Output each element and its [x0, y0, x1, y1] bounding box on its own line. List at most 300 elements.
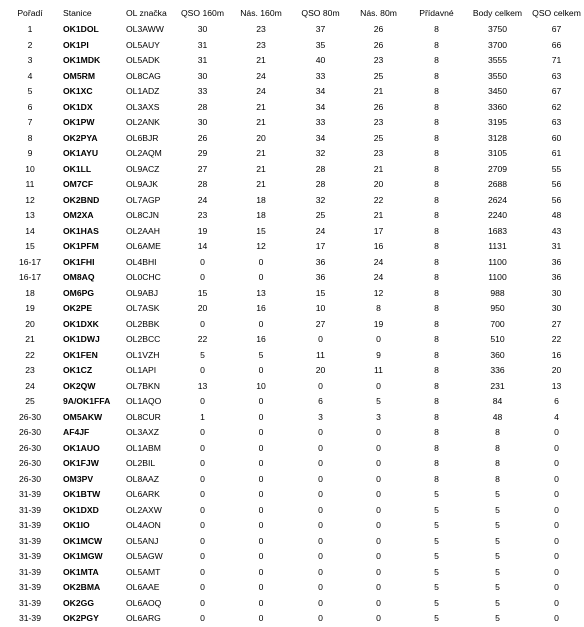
cell-nas-160m: 0 — [258, 458, 264, 468]
cell-ol-znacka: OL7AGP — [126, 194, 161, 205]
cell-nas-160m: 5 — [258, 349, 264, 360]
cell-nas-160m: 21 — [256, 117, 266, 127]
cell-stanice: OK2GG — [63, 597, 95, 608]
cell-stanice: OK2BND — [63, 194, 100, 205]
table-row — [0, 208, 584, 224]
cell-qso-80m: 0 — [318, 582, 323, 592]
cell-pridavne: 8 — [434, 132, 439, 143]
cell-qso-celkem: 30 — [551, 303, 562, 313]
cell-qso-80m: 10 — [315, 303, 326, 313]
cell-qso-celkem: 4 — [554, 411, 559, 422]
cell-qso-celkem: 61 — [551, 148, 562, 158]
cell-qso-80m: 0 — [318, 551, 323, 561]
cell-ol-znacka: OL2AQM — [126, 148, 162, 158]
table-row — [0, 239, 584, 255]
cell-body-celkem: 2688 — [487, 179, 508, 189]
cell-nas-160m: 21 — [256, 179, 266, 189]
cell-qso-celkem: 63 — [551, 70, 562, 81]
cell-qso-celkem: 6 — [554, 396, 559, 406]
cell-nas-160m: 10 — [256, 380, 266, 391]
header-poradi: Pořadí — [17, 8, 43, 18]
cell-qso-celkem: 63 — [551, 117, 562, 127]
cell-qso-80m: 36 — [315, 256, 326, 267]
cell-qso-160m: 20 — [197, 303, 208, 313]
cell-qso-80m: 35 — [315, 39, 326, 50]
cell-pridavne: 8 — [434, 194, 439, 205]
cell-stanice: OK2PGY — [63, 613, 99, 623]
cell-stanice: OK1MCW — [63, 535, 103, 546]
cell-body-celkem: 3105 — [487, 148, 508, 158]
cell-poradi: 10 — [25, 163, 35, 174]
cell-qso-celkem: 67 — [551, 24, 562, 34]
cell-ol-znacka: OL5AMT — [126, 566, 161, 577]
cell-qso-160m: 29 — [197, 148, 208, 158]
cell-nas-160m: 13 — [256, 287, 266, 298]
cell-poradi: 19 — [25, 303, 35, 313]
cell-stanice: 9A/OK1FFA — [63, 396, 111, 406]
cell-body-celkem: 3550 — [487, 70, 508, 81]
cell-ol-znacka: OL6ARK — [126, 489, 160, 499]
cell-poradi: 2 — [27, 39, 33, 50]
header-qso-160m: QSO 160m — [181, 8, 224, 18]
cell-nas-160m: 23 — [256, 39, 266, 50]
cell-ol-znacka: OL3AWW — [126, 24, 164, 34]
cell-nas-160m: 0 — [258, 566, 264, 577]
cell-pridavne: 8 — [434, 179, 439, 189]
cell-qso-80m: 40 — [315, 55, 326, 65]
cell-stanice: OK1DWJ — [63, 334, 100, 344]
table-row — [0, 38, 584, 54]
cell-nas-80m: 0 — [376, 427, 381, 437]
cell-stanice: OK1FEN — [63, 349, 98, 360]
cell-qso-80m: 36 — [315, 272, 326, 282]
cell-pridavne: 8 — [434, 163, 439, 174]
cell-stanice: OK1DX — [63, 101, 93, 112]
cell-pridavne: 5 — [434, 613, 439, 623]
cell-ol-znacka: OL3AXZ — [126, 427, 159, 437]
cell-pridavne: 8 — [434, 117, 439, 127]
cell-ol-znacka: OL5ANJ — [126, 535, 159, 546]
cell-qso-80m: 27 — [315, 318, 326, 329]
table-row — [0, 286, 584, 302]
table-row — [0, 177, 584, 193]
cell-qso-80m: 0 — [318, 597, 323, 608]
cell-pridavne: 5 — [434, 535, 439, 546]
cell-ol-znacka: OL8CJN — [126, 210, 159, 220]
cell-stanice: OM8AQ — [63, 272, 95, 282]
cell-stanice: OK1HAS — [63, 225, 99, 236]
cell-qso-celkem: 60 — [551, 132, 562, 143]
cell-nas-160m: 0 — [258, 272, 264, 282]
cell-qso-160m: 0 — [200, 442, 205, 453]
cell-poradi: 5 — [27, 86, 33, 96]
cell-nas-80m: 3 — [376, 411, 381, 422]
cell-pridavne: 8 — [434, 86, 439, 96]
cell-qso-80m: 37 — [315, 24, 326, 34]
cell-nas-160m: 0 — [258, 551, 264, 561]
cell-qso-80m: 28 — [315, 163, 326, 174]
cell-qso-celkem: 0 — [554, 597, 559, 608]
cell-nas-160m: 0 — [258, 318, 264, 329]
cell-nas-160m: 0 — [258, 396, 264, 406]
cell-nas-160m: 0 — [258, 411, 264, 422]
cell-nas-160m: 0 — [258, 535, 264, 546]
cell-qso-160m: 30 — [197, 117, 208, 127]
cell-qso-80m: 24 — [315, 225, 326, 236]
cell-stanice: OM3PV — [63, 473, 94, 484]
cell-poradi: 15 — [25, 241, 35, 251]
cell-qso-160m: 0 — [200, 272, 205, 282]
cell-ol-znacka: OL6BJR — [126, 132, 159, 143]
cell-body-celkem: 360 — [490, 349, 505, 360]
cell-nas-160m: 21 — [256, 55, 266, 65]
cell-qso-80m: 25 — [315, 210, 326, 220]
cell-qso-160m: 33 — [197, 86, 208, 96]
header-pridavne: Přídavné — [419, 8, 454, 18]
cell-ol-znacka: OL7BKN — [126, 380, 160, 391]
cell-ol-znacka: OL1AQO — [126, 396, 162, 406]
cell-qso-80m: 0 — [318, 520, 323, 530]
cell-body-celkem: 3360 — [487, 101, 508, 112]
cell-stanice: OK1LL — [63, 163, 92, 174]
cell-stanice: OK1PW — [63, 117, 95, 127]
table-row — [0, 224, 584, 240]
cell-poradi: 31-39 — [19, 597, 41, 608]
cell-qso-160m: 0 — [200, 520, 205, 530]
cell-qso-80m: 0 — [318, 613, 323, 623]
cell-nas-80m: 24 — [373, 256, 384, 267]
table-row — [0, 146, 584, 162]
cell-poradi: 31-39 — [19, 504, 41, 515]
cell-qso-celkem: 0 — [554, 520, 559, 530]
cell-body-celkem: 3700 — [487, 39, 508, 50]
cell-qso-celkem: 67 — [551, 86, 562, 96]
table-row — [0, 425, 584, 441]
cell-poradi: 25 — [25, 396, 35, 406]
cell-nas-160m: 21 — [256, 148, 266, 158]
cell-qso-80m: 0 — [318, 427, 323, 437]
cell-poradi: 26-30 — [19, 473, 41, 484]
cell-stanice: OK1FHI — [63, 256, 95, 267]
cell-qso-celkem: 0 — [554, 473, 559, 484]
cell-body-celkem: 1683 — [487, 225, 508, 236]
cell-qso-celkem: 27 — [551, 318, 562, 329]
cell-qso-160m: 0 — [200, 535, 205, 546]
cell-stanice: OK1DOL — [63, 24, 99, 34]
header-row — [0, 5, 584, 22]
cell-nas-80m: 0 — [376, 458, 381, 468]
cell-qso-80m: 0 — [318, 442, 323, 453]
cell-poradi: 31-39 — [19, 582, 41, 592]
cell-body-celkem: 3450 — [487, 86, 508, 96]
cell-nas-80m: 0 — [376, 489, 381, 499]
cell-nas-80m: 20 — [373, 179, 384, 189]
cell-nas-160m: 20 — [256, 132, 266, 143]
cell-ol-znacka: OL8CUR — [126, 411, 161, 422]
cell-pridavne: 8 — [434, 272, 439, 282]
table-row — [0, 580, 584, 596]
cell-qso-160m: 14 — [197, 241, 208, 251]
cell-pridavne: 8 — [434, 148, 439, 158]
cell-pridavne: 8 — [434, 365, 439, 375]
cell-qso-160m: 30 — [197, 70, 208, 81]
cell-ol-znacka: OL6ARG — [126, 613, 161, 623]
cell-pridavne: 8 — [434, 287, 439, 298]
cell-poradi: 24 — [25, 380, 35, 391]
cell-body-celkem: 700 — [490, 318, 505, 329]
cell-qso-80m: 0 — [318, 473, 323, 484]
cell-stanice: OK2PE — [63, 303, 93, 313]
table-row — [0, 69, 584, 85]
cell-poradi: 13 — [25, 210, 35, 220]
cell-nas-80m: 23 — [373, 55, 384, 65]
cell-qso-celkem: 0 — [554, 535, 559, 546]
cell-ol-znacka: OL5ADK — [126, 55, 160, 65]
cell-nas-160m: 0 — [258, 473, 264, 484]
cell-body-celkem: 950 — [490, 303, 505, 313]
cell-poradi: 7 — [27, 117, 33, 127]
table-row — [0, 162, 584, 178]
cell-stanice: OK1CZ — [63, 365, 93, 375]
table-row — [0, 611, 584, 627]
cell-nas-160m: 12 — [256, 241, 266, 251]
cell-ol-znacka: OL9ACZ — [126, 163, 160, 174]
cell-poradi: 16-17 — [19, 256, 41, 267]
cell-pridavne: 5 — [434, 597, 439, 608]
cell-pridavne: 8 — [434, 39, 439, 50]
cell-nas-80m: 23 — [373, 148, 384, 158]
table-row — [0, 565, 584, 581]
cell-qso-80m: 6 — [318, 396, 323, 406]
table-row — [0, 394, 584, 410]
table-row — [0, 363, 584, 379]
cell-stanice: AF4JF — [63, 427, 90, 437]
cell-nas-80m: 17 — [373, 225, 384, 236]
cell-poradi: 14 — [25, 225, 35, 236]
header-nas-80m: Nás. 80m — [360, 8, 397, 18]
cell-body-celkem: 5 — [495, 551, 500, 561]
cell-qso-celkem: 0 — [554, 582, 559, 592]
cell-poradi: 6 — [27, 101, 33, 112]
cell-ol-znacka: OL6AOQ — [126, 597, 162, 608]
cell-qso-80m: 11 — [316, 349, 325, 360]
cell-qso-160m: 31 — [197, 39, 208, 50]
table-row — [0, 332, 584, 348]
cell-nas-80m: 0 — [376, 334, 381, 344]
cell-stanice: OK1MGW — [63, 551, 103, 561]
table-row — [0, 596, 584, 612]
cell-qso-160m: 24 — [197, 194, 208, 205]
cell-nas-80m: 26 — [373, 24, 384, 34]
cell-qso-celkem: 22 — [551, 334, 562, 344]
cell-qso-160m: 30 — [197, 24, 208, 34]
cell-nas-160m: 0 — [258, 582, 264, 592]
cell-poradi: 4 — [27, 70, 33, 81]
cell-stanice: OK1IO — [63, 520, 90, 530]
cell-qso-80m: 17 — [315, 241, 326, 251]
cell-body-celkem: 3555 — [487, 55, 508, 65]
cell-body-celkem: 5 — [495, 613, 500, 623]
cell-qso-160m: 28 — [197, 101, 208, 112]
cell-ol-znacka: OL6AAE — [126, 582, 160, 592]
cell-pridavne: 8 — [434, 225, 439, 236]
cell-pridavne: 8 — [434, 303, 439, 313]
cell-ol-znacka: OL8AAZ — [126, 473, 159, 484]
cell-body-celkem: 2709 — [487, 163, 508, 174]
cell-pridavne: 5 — [434, 520, 439, 530]
cell-nas-80m: 16 — [373, 241, 384, 251]
cell-pridavne: 8 — [434, 24, 439, 34]
table-row — [0, 84, 584, 100]
cell-poradi: 26-30 — [19, 442, 41, 453]
cell-body-celkem: 8 — [495, 442, 500, 453]
cell-qso-160m: 0 — [200, 396, 205, 406]
cell-pridavne: 8 — [434, 241, 439, 251]
cell-poradi: 8 — [27, 132, 33, 143]
cell-qso-80m: 33 — [315, 70, 326, 81]
cell-qso-160m: 0 — [200, 427, 205, 437]
cell-qso-celkem: 71 — [551, 55, 562, 65]
cell-ol-znacka: OL2BIL — [126, 458, 156, 468]
cell-qso-80m: 0 — [318, 504, 323, 515]
cell-ol-znacka: OL2AAH — [126, 225, 160, 236]
cell-qso-160m: 0 — [200, 566, 205, 577]
cell-qso-160m: 0 — [200, 597, 205, 608]
cell-body-celkem: 3128 — [487, 132, 508, 143]
cell-nas-160m: 23 — [256, 24, 266, 34]
cell-stanice: OK2PYA — [63, 132, 98, 143]
cell-stanice: OK2BMA — [63, 582, 101, 592]
cell-pridavne: 5 — [434, 489, 439, 499]
cell-poradi: 23 — [25, 365, 35, 375]
results-table — [0, 5, 584, 627]
cell-nas-160m: 0 — [258, 365, 264, 375]
cell-qso-celkem: 55 — [551, 163, 562, 174]
table-row — [0, 441, 584, 457]
cell-stanice: OK1DXD — [63, 504, 99, 515]
cell-body-celkem: 8 — [495, 427, 500, 437]
cell-nas-80m: 26 — [373, 101, 384, 112]
table-row — [0, 472, 584, 488]
cell-pridavne: 5 — [434, 504, 439, 515]
cell-stanice: OK1MTA — [63, 566, 99, 577]
cell-nas-80m: 0 — [376, 613, 381, 623]
cell-poradi: 26-30 — [19, 427, 41, 437]
cell-poradi: 3 — [27, 55, 33, 65]
cell-stanice: OM5AKW — [63, 411, 103, 422]
cell-nas-80m: 24 — [373, 272, 384, 282]
table-row — [0, 348, 584, 364]
cell-nas-80m: 25 — [373, 132, 384, 143]
cell-ol-znacka: OL2ANK — [126, 117, 160, 127]
cell-ol-znacka: OL2AXW — [126, 504, 162, 515]
cell-qso-160m: 27 — [197, 163, 208, 174]
cell-stanice: OK1BTW — [63, 489, 101, 499]
cell-body-celkem: 5 — [495, 597, 500, 608]
cell-pridavne: 8 — [434, 427, 439, 437]
cell-nas-160m: 16 — [256, 303, 266, 313]
cell-poradi: 31-39 — [19, 613, 41, 623]
cell-stanice: OK1PFM — [63, 241, 99, 251]
cell-qso-celkem: 43 — [551, 225, 562, 236]
table-row — [0, 456, 584, 472]
cell-stanice: OK2QW — [63, 380, 96, 391]
cell-qso-160m: 1 — [200, 411, 205, 422]
cell-nas-80m: 19 — [373, 318, 384, 329]
cell-nas-80m: 0 — [376, 535, 381, 546]
cell-qso-celkem: 66 — [551, 39, 562, 50]
table-row — [0, 115, 584, 131]
cell-pridavne: 8 — [434, 411, 439, 422]
cell-poradi: 31-39 — [19, 520, 41, 530]
table-row — [0, 53, 584, 69]
cell-ol-znacka: OL1ADZ — [126, 86, 160, 96]
cell-body-celkem: 2240 — [487, 210, 508, 220]
cell-ol-znacka: OL1VZH — [126, 349, 160, 360]
cell-qso-celkem: 30 — [551, 287, 562, 298]
cell-stanice: OK1XC — [63, 86, 93, 96]
cell-pridavne: 8 — [434, 380, 439, 391]
cell-poradi: 20 — [25, 318, 35, 329]
cell-body-celkem: 5 — [495, 535, 500, 546]
cell-pridavne: 8 — [434, 55, 439, 65]
table-row — [0, 255, 584, 271]
cell-nas-80m: 0 — [376, 442, 381, 453]
cell-stanice: OM7CF — [63, 179, 94, 189]
cell-qso-celkem: 62 — [551, 101, 562, 112]
cell-body-celkem: 3195 — [487, 117, 508, 127]
table-row — [0, 534, 584, 550]
cell-qso-80m: 0 — [318, 334, 323, 344]
cell-qso-160m: 5 — [200, 349, 205, 360]
cell-pridavne: 8 — [434, 349, 439, 360]
cell-nas-160m: 0 — [258, 520, 264, 530]
cell-qso-160m: 0 — [200, 365, 205, 375]
cell-nas-80m: 8 — [376, 303, 381, 313]
cell-poradi: 21 — [25, 334, 35, 344]
cell-ol-znacka: OL8CAG — [126, 70, 161, 81]
cell-nas-160m: 18 — [256, 194, 266, 205]
cell-qso-80m: 0 — [318, 380, 323, 391]
cell-nas-160m: 0 — [258, 597, 264, 608]
cell-pridavne: 8 — [434, 318, 439, 329]
cell-ol-znacka: OL1API — [126, 365, 157, 375]
cell-nas-80m: 11 — [374, 365, 383, 375]
cell-ol-znacka: OL9AJK — [126, 179, 159, 189]
cell-nas-80m: 0 — [376, 520, 381, 530]
cell-pridavne: 8 — [434, 210, 439, 220]
cell-ol-znacka: OL6AME — [126, 241, 161, 251]
cell-stanice: OK1PI — [63, 39, 89, 50]
cell-body-celkem: 1100 — [488, 256, 507, 267]
cell-nas-80m: 0 — [376, 380, 381, 391]
cell-ol-znacka: OL2BCC — [126, 334, 161, 344]
cell-nas-80m: 21 — [373, 210, 384, 220]
cell-qso-80m: 34 — [315, 101, 326, 112]
cell-qso-celkem: 0 — [554, 489, 559, 499]
cell-body-celkem: 5 — [495, 504, 500, 515]
table-row — [0, 301, 584, 317]
cell-nas-160m: 16 — [256, 334, 266, 344]
cell-poradi: 26-30 — [19, 411, 41, 422]
table-row — [0, 549, 584, 565]
cell-body-celkem: 5 — [495, 566, 500, 577]
cell-qso-160m: 31 — [197, 55, 208, 65]
cell-nas-80m: 26 — [373, 39, 384, 50]
cell-nas-80m: 0 — [376, 473, 381, 484]
cell-poradi: 1 — [27, 24, 33, 34]
cell-body-celkem: 3750 — [487, 24, 508, 34]
